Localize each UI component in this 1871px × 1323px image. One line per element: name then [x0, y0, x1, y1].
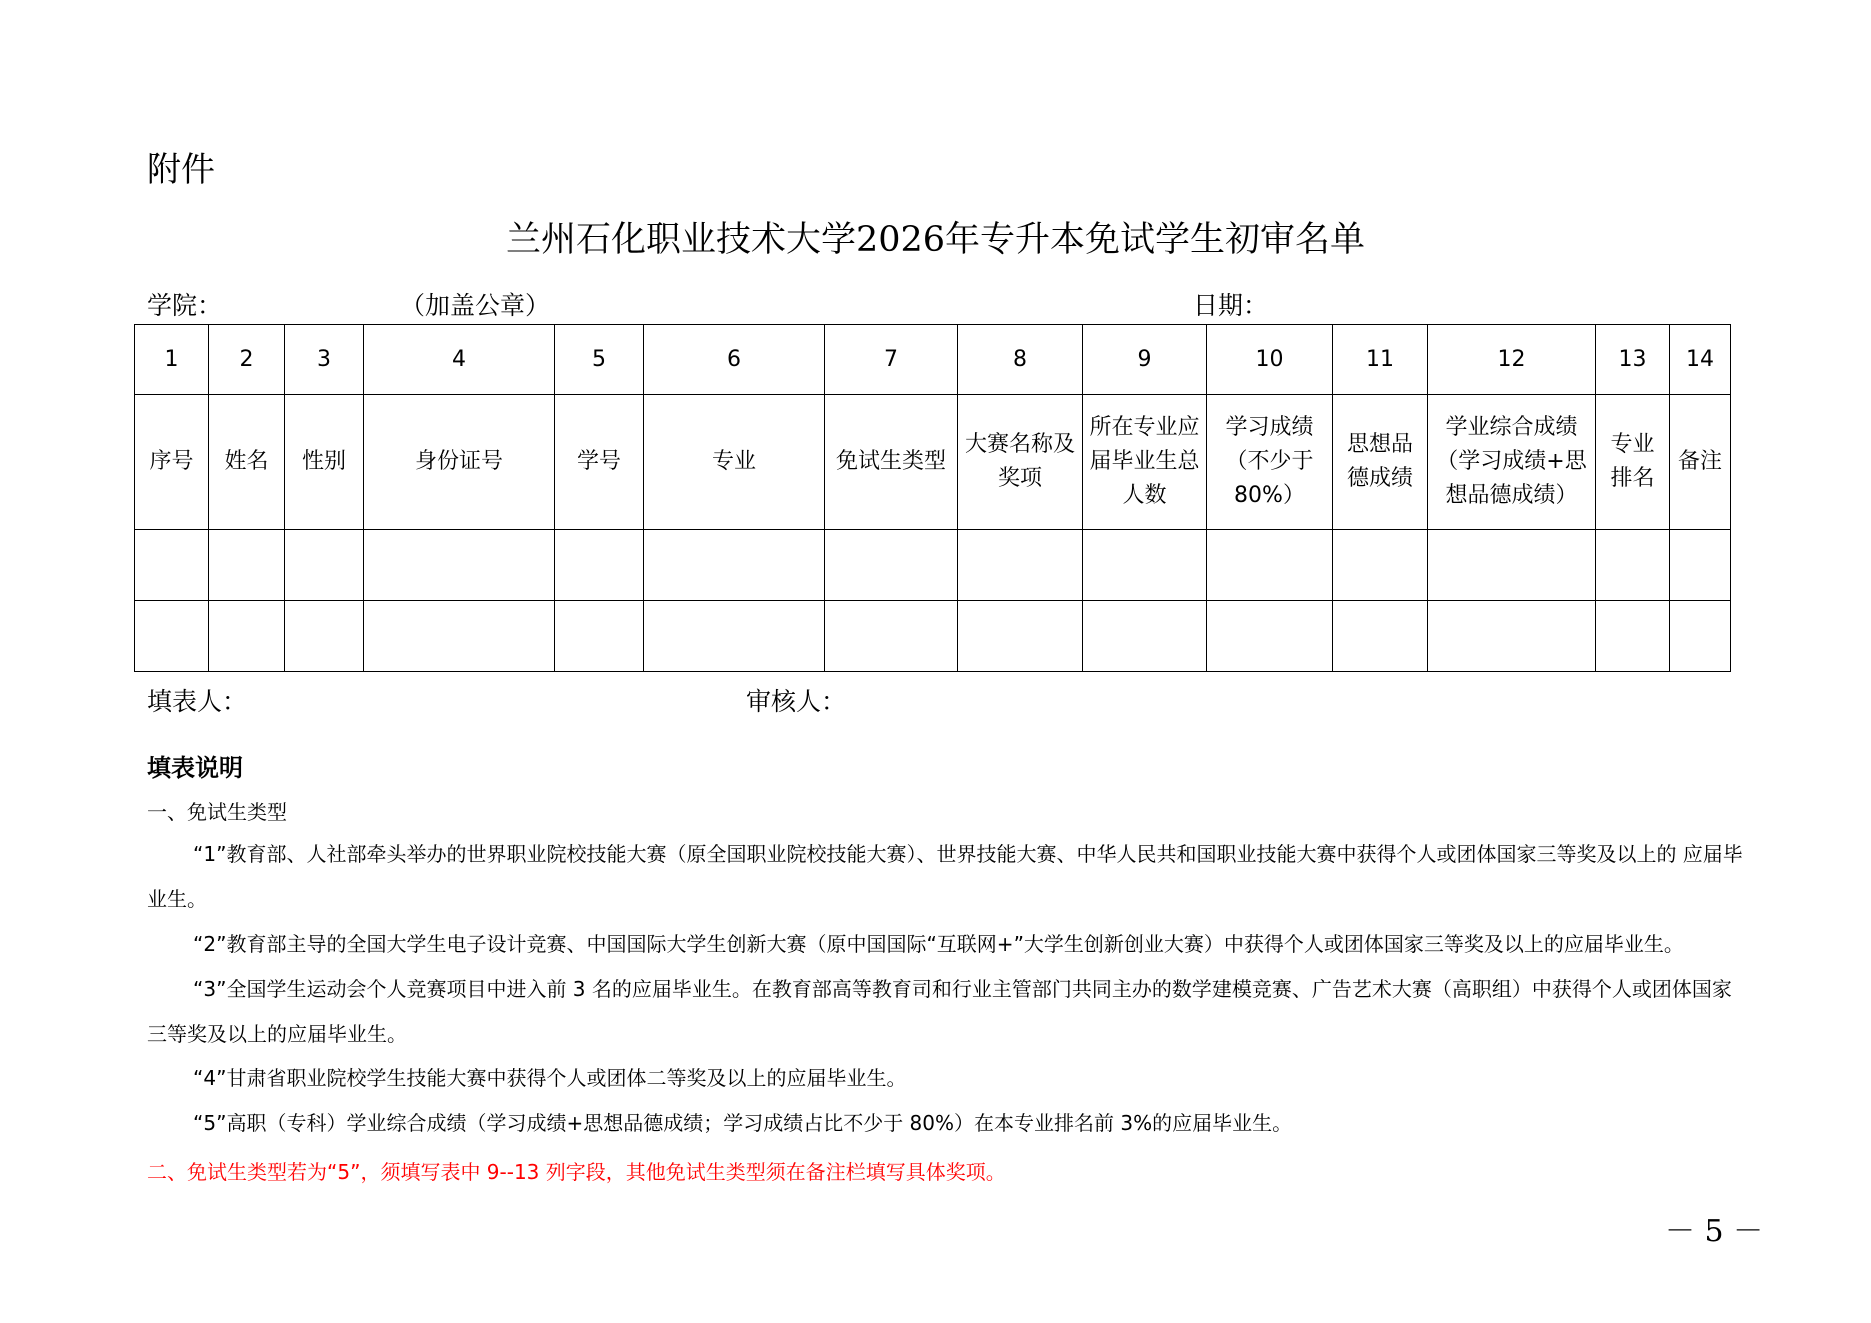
attachment-label: 附件: [147, 150, 215, 190]
college-label: 学院：: [147, 291, 223, 320]
student-list-table: [134, 324, 1731, 672]
notes-title: 填表说明: [147, 754, 243, 782]
data-cell[interactable]: [209, 601, 285, 672]
num-cell: 2: [209, 325, 285, 395]
date-label: 日期：: [1193, 291, 1269, 320]
reviewer-label: 审核人：: [746, 687, 847, 716]
data-cell[interactable]: [285, 601, 364, 672]
data-cell[interactable]: [825, 530, 958, 601]
data-cell[interactable]: [364, 530, 555, 601]
num-cell: 9: [1083, 325, 1207, 395]
data-cell[interactable]: [1596, 601, 1670, 672]
hdr-cell: 姓名: [209, 395, 285, 530]
num-cell: 10: [1207, 325, 1333, 395]
data-cell[interactable]: [1428, 601, 1596, 672]
hdr-cell: 学习成绩（不少于80%）: [1207, 395, 1333, 530]
data-cell[interactable]: [1083, 601, 1207, 672]
data-cell[interactable]: [1333, 601, 1428, 672]
data-cell[interactable]: [1207, 530, 1333, 601]
hdr-cell: 思想品德成绩: [1333, 395, 1428, 530]
num-cell: 5: [555, 325, 644, 395]
page-number: － 5 －: [1665, 1214, 1764, 1249]
hdr-cell: 所在专业应届毕业生总人数: [1083, 395, 1207, 530]
data-cell[interactable]: [1596, 530, 1670, 601]
data-cell[interactable]: [825, 601, 958, 672]
num-cell: 13: [1596, 325, 1670, 395]
data-cell[interactable]: [1207, 601, 1333, 672]
hdr-cell: 身份证号: [364, 395, 555, 530]
hdr-cell: 专业: [644, 395, 825, 530]
data-cell[interactable]: [1083, 530, 1207, 601]
table-row: [135, 601, 1731, 672]
note-item-5: “5”高职（专科）学业综合成绩（学习成绩+思想品德成绩；学习成绩占比不少于 80%）在本专业排名前 3%的应届毕业生。: [193, 1111, 1293, 1135]
num-cell: 6: [644, 325, 825, 395]
num-cell: 8: [958, 325, 1083, 395]
data-cell[interactable]: [644, 530, 825, 601]
data-cell[interactable]: [1333, 530, 1428, 601]
data-cell[interactable]: [958, 601, 1083, 672]
data-cell[interactable]: [209, 530, 285, 601]
filler-label: 填表人：: [147, 687, 248, 716]
data-cell[interactable]: [285, 530, 364, 601]
num-cell: 1: [135, 325, 209, 395]
data-cell[interactable]: [1428, 530, 1596, 601]
data-cell[interactable]: [1670, 530, 1731, 601]
data-cell[interactable]: [135, 601, 209, 672]
data-cell[interactable]: [555, 530, 644, 601]
note-item-1: “1”教育部、人社部牵头举办的世界职业院校技能大赛（原全国职业院校技能大赛）、世界技能大赛、中华人民共和国职业技能大赛中获得个人或团体国家三等奖及以上的 应届毕业生。: [147, 842, 1743, 911]
num-cell: 12: [1428, 325, 1596, 395]
data-cell[interactable]: [644, 601, 825, 672]
num-cell: 3: [285, 325, 364, 395]
num-cell: 4: [364, 325, 555, 395]
column-number-row: [135, 325, 1731, 395]
note-item-4: “4”甘肃省职业院校学生技能大赛中获得个人或团体二等奖及以上的应届毕业生。: [193, 1066, 907, 1090]
hdr-cell: 免试生类型: [825, 395, 958, 530]
hdr-cell: 序号: [135, 395, 209, 530]
note-item-3: “3”全国学生运动会个人竞赛项目中进入前 3 名的应届毕业生。在教育部高等教育司和行业主管部门共同主办的数学建模竞赛、广告艺术大赛（高职组）中获得个人或团体国家三等奖及以上的应届毕业生。: [147, 977, 1732, 1046]
num-cell: 14: [1670, 325, 1731, 395]
hdr-cell: 备注: [1670, 395, 1731, 530]
table-row: [135, 530, 1731, 601]
seal-note: （加盖公章）: [400, 291, 551, 320]
note-item-2: “2”教育部主导的全国大学生电子设计竞赛、中国国际大学生创新大赛（原中国国际“互联网+”大学生创新创业大赛）中获得个人或团体国家三等奖及以上的应届毕业生。: [193, 932, 1684, 956]
hdr-cell: 专业排名: [1596, 395, 1670, 530]
notes-section-1: 一、免试生类型: [147, 800, 287, 824]
header-row: [135, 395, 1731, 530]
hdr-cell: 大赛名称及奖项: [958, 395, 1083, 530]
hdr-cell: 学业综合成绩（学习成绩+思想品德成绩）: [1428, 395, 1596, 530]
num-cell: 7: [825, 325, 958, 395]
data-cell[interactable]: [135, 530, 209, 601]
num-cell: 11: [1333, 325, 1428, 395]
data-cell[interactable]: [1670, 601, 1731, 672]
data-cell[interactable]: [364, 601, 555, 672]
notes-section-2: 二、免试生类型若为“5”，须填写表中 9--13 列字段，其他免试生类型须在备注栏填写具体奖项。: [147, 1160, 1006, 1184]
document-title: 兰州石化职业技术大学2026年专升本免试学生初审名单: [505, 220, 1366, 260]
hdr-cell: 学号: [555, 395, 644, 530]
hdr-cell: 性别: [285, 395, 364, 530]
data-cell[interactable]: [958, 530, 1083, 601]
data-cell[interactable]: [555, 601, 644, 672]
